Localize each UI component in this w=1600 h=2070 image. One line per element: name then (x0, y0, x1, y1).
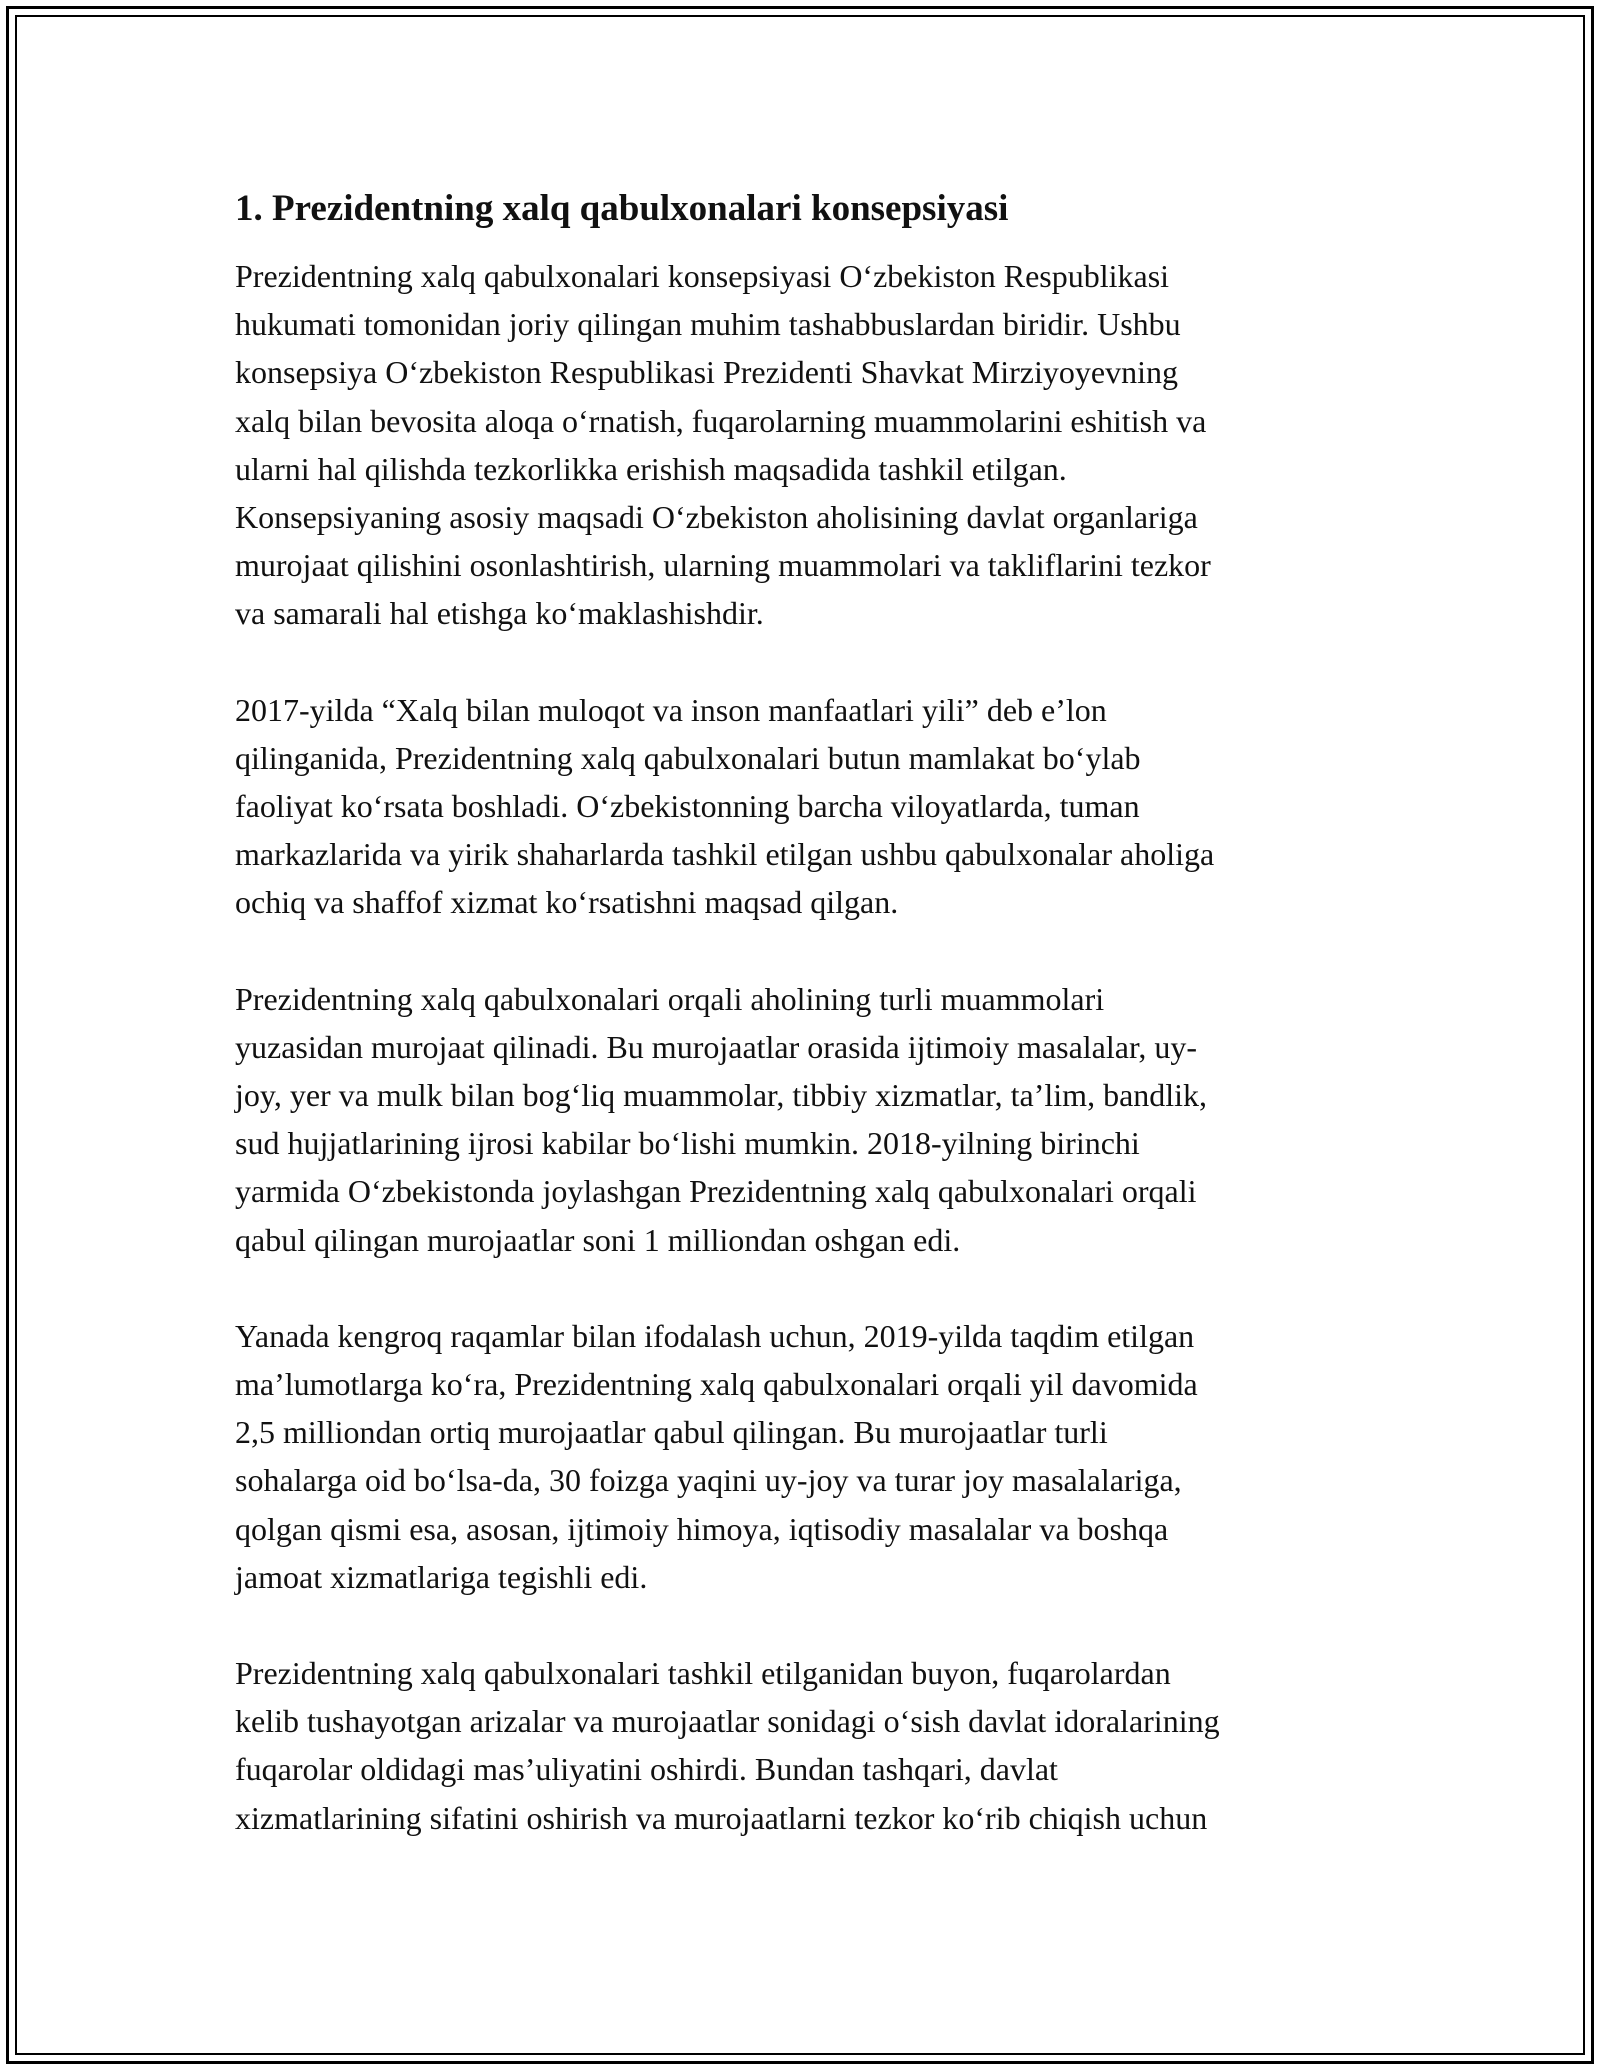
paragraph-appeal-topics (235, 975, 1375, 1264)
text-line: 2,5 milliondan ortiq murojaatlar qabul qilingan. Bu murojaatlar turli (235, 1414, 1108, 1451)
text-line: ularni hal qilishda tezkorlikka erishish maqsadida tashkil etilgan. (235, 450, 1067, 487)
text-line: murojaat qilishini osonlashtirish, ularning muammolari va takliflarini tezkor (235, 547, 1211, 584)
text-line: yuzasidan murojaat qilinadi. Bu murojaatlar orasida ijtimoiy masalalar, uy- (235, 1028, 1197, 1065)
text-line: konsepsiya O‘zbekiston Respublikasi Prezidenti Shavkat Mirziyoyevning (235, 354, 1178, 391)
text-line: Prezidentning xalq qabulxonalari konsepsiyasi O‘zbekiston Respublikasi (235, 258, 1170, 294)
text-line: va samarali hal etishga ko‘maklashishdir. (235, 595, 764, 632)
section-heading: 1. Prezidentning xalq qabulxonalari konsepsiyasi (235, 188, 1009, 229)
paragraph-concept-intro (235, 252, 1375, 638)
text-line: xalq bilan bevosita aloqa o‘rnatish, fuqarolarning muammolarini eshitish va (235, 402, 1207, 439)
paragraph-2019-statistics (235, 1312, 1375, 1601)
text-line: kelib tushayotgan arizalar va murojaatlar sonidagi o‘sish davlat idoralarining (235, 1703, 1220, 1740)
text-line: qolgan qismi esa, asosan, ijtimoiy himoya, iqtisodiy masalalar va boshqa (235, 1510, 1169, 1547)
text-line: joy, yer va mulk bilan bog‘liq muammolar, tibbiy xizmatlar, ta’lim, bandlik, (235, 1077, 1208, 1114)
paragraph-accountability (235, 1649, 1375, 1842)
text-line: ma’lumotlarga ko‘ra, Prezidentning xalq qabulxonalari orqali yil davomida (235, 1366, 1198, 1403)
text-line: 2017-yilda “Xalq bilan muloqot va inson manfaatlari yili” deb e’lon (235, 691, 1107, 728)
text-line: Konsepsiyaning asosiy maqsadi O‘zbekiston aholisining davlat organlariga (235, 499, 1198, 536)
text-line: ochiq va shaffof xizmat ko‘rsatishni maqsad qilgan. (235, 884, 899, 921)
text-line: markazlarida va yirik shaharlarda tashkil etilgan ushbu qabulxonalar aholiga (235, 836, 1215, 873)
text-line: faoliyat ko‘rsata boshladi. O‘zbekistonning barcha viloyatlarda, tuman (235, 788, 1140, 825)
text-line: yarmida O‘zbekistonda joylashgan Prezidentning xalq qabulxonalari orqali (235, 1173, 1197, 1210)
text-line: jamoat xizmatlariga tegishli edi. (235, 1558, 648, 1595)
text-line: Yanada kengroq raqamlar bilan ifodalash uchun, 2019-yilda taqdim etilgan (235, 1317, 1195, 1354)
text-line: sud hujjatlarining ijrosi kabilar bo‘lishi mumkin. 2018-yilning birinchi (235, 1125, 1140, 1162)
document-body (235, 186, 1375, 1890)
text-line: Prezidentning xalq qabulxonalari tashkil etilganidan buyon, fuqarolardan (235, 1655, 1171, 1692)
text-line: qabul qilingan murojaatlar soni 1 milliondan oshgan edi. (235, 1221, 961, 1258)
text-line: Prezidentning xalq qabulxonalari orqali aholining turli muammolari (235, 980, 1105, 1017)
text-line: sohalarga oid bo‘lsa-da, 30 foizga yaqini uy-joy va turar joy masalalariga, (235, 1462, 1182, 1499)
text-line: xizmatlarining sifatini oshirish va murojaatlarni tezkor ko‘rib chiqish uchun (235, 1799, 1208, 1836)
text-line: qilinganida, Prezidentning xalq qabulxonalari butun mamlakat bo‘ylab (235, 739, 1141, 776)
paragraph-2017-launch (235, 686, 1375, 927)
text-line: fuqarolar oldidagi mas’uliyatini oshirdi. Bundan tashqari, davlat (235, 1751, 1058, 1788)
text-line: hukumati tomonidan joriy qilingan muhim tashabbuslardan biridir. Ushbu (235, 306, 1181, 343)
